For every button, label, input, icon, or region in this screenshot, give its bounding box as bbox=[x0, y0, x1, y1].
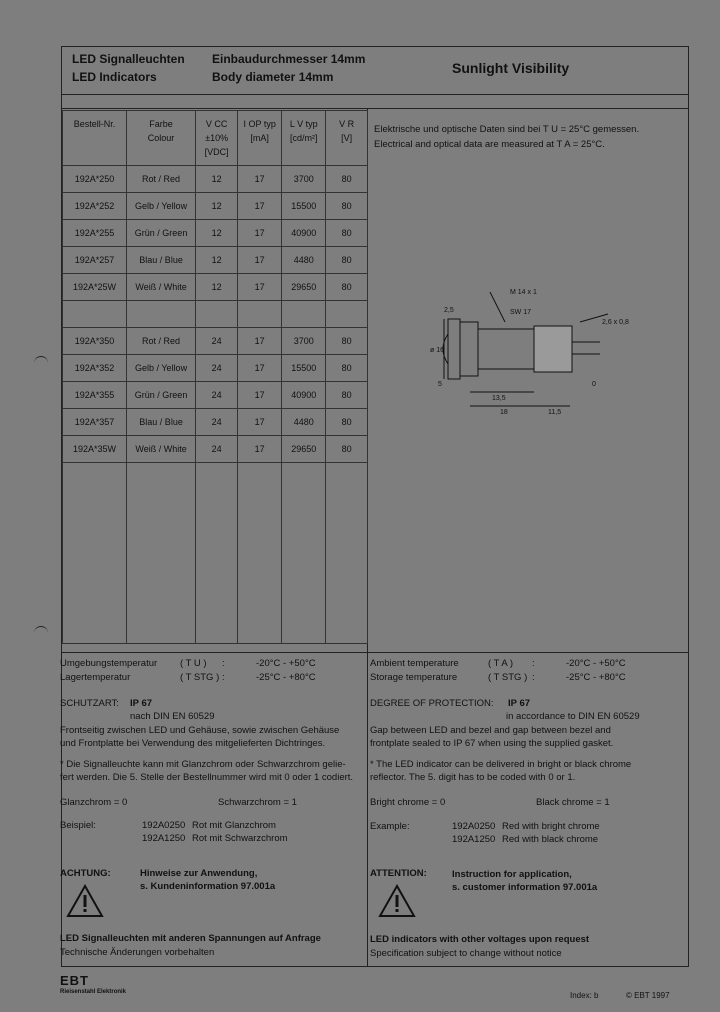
protection-ref-de: nach DIN EN 60529 bbox=[130, 711, 215, 722]
attention-label-en: ATTENTION: bbox=[370, 868, 427, 879]
table-cell: 15500 bbox=[282, 355, 326, 382]
table-row bbox=[63, 193, 368, 220]
table-cell: 80 bbox=[326, 220, 368, 247]
black-en: Black chrome = 1 bbox=[536, 797, 610, 808]
table-cell: 12 bbox=[196, 193, 238, 220]
frame-right bbox=[688, 46, 689, 966]
table-cell: 192A*357 bbox=[63, 409, 127, 436]
table-cell: 192A*350 bbox=[63, 328, 127, 355]
protection-ref-en: in accordance to DIN EN 60529 bbox=[506, 711, 640, 722]
table-cell: Weiß / White bbox=[127, 274, 196, 301]
env-top-line bbox=[61, 652, 689, 653]
col-order-no: Bestell-Nr. bbox=[63, 111, 127, 166]
label-bezel: 2,5 bbox=[444, 307, 454, 314]
chrome-line1-de: * Die Signalleuchte kann mit Glanzchrom oder Schwarzchrom gelie- bbox=[60, 759, 346, 770]
storage-sep-en: : bbox=[532, 672, 535, 683]
protection-line1-en: Gap between LED and bezel and gap between bezel and bbox=[370, 725, 611, 736]
protection-line2-en: frontplate sealed to IP 67 when using the supplied gasket. bbox=[370, 738, 614, 749]
chrome-line2-de: fert werden. Die 5. Stelle der Bestellnummer wird mit 0 oder 1 codiert. bbox=[60, 772, 354, 783]
attention-label-de: ACHTUNG: bbox=[60, 868, 111, 879]
housing-rear bbox=[534, 326, 572, 372]
col-iop: I OP typ [mA] bbox=[238, 111, 282, 166]
col-vr: V R [V] bbox=[326, 111, 368, 166]
label-5: 5 bbox=[438, 381, 442, 388]
table-cell: 17 bbox=[238, 355, 282, 382]
table-cell: 24 bbox=[196, 382, 238, 409]
table-cell: 80 bbox=[326, 409, 368, 436]
subtitle-en: Body diameter 14mm bbox=[212, 70, 334, 84]
copyright: © EBT 1997 bbox=[626, 991, 670, 1000]
table-cell: 17 bbox=[238, 274, 282, 301]
protection-line1-de: Frontseitig zwischen LED und Gehäuse, sowie zwischen Gehäuse bbox=[60, 725, 340, 736]
ambient-val-en: -20°C - +50°C bbox=[566, 658, 626, 669]
footer-line2-en: Specification subject to change without notice bbox=[370, 948, 562, 959]
punch-mark bbox=[34, 356, 48, 365]
table-cell: 17 bbox=[238, 193, 282, 220]
table-cell: 192A*25W bbox=[63, 274, 127, 301]
ambient-val-de: -20°C - +50°C bbox=[256, 658, 316, 669]
protection-value-de: IP 67 bbox=[130, 698, 153, 709]
punch-mark bbox=[34, 626, 48, 635]
header-divider bbox=[61, 94, 689, 95]
label-13-5: 13,5 bbox=[492, 395, 506, 402]
attention-line1-en: Instruction for application, bbox=[452, 869, 572, 880]
ambient-label-de: Umgebungstemperatur bbox=[60, 658, 158, 669]
index-label: Index: b bbox=[570, 991, 599, 1000]
table-cell: 24 bbox=[196, 409, 238, 436]
rows-12v bbox=[63, 166, 368, 301]
ex1-text-de: Rot mit Glanzchrom bbox=[192, 820, 276, 831]
glanz-de: Glanzchrom = 0 bbox=[60, 797, 128, 808]
storage-val-de: -25°C - +80°C bbox=[256, 672, 316, 683]
title-en: LED Indicators bbox=[72, 70, 157, 84]
frame-top bbox=[61, 46, 689, 47]
table-cell: 40900 bbox=[282, 220, 326, 247]
table-cell: 17 bbox=[238, 382, 282, 409]
storage-label-en: Storage temperature bbox=[370, 672, 458, 683]
table-cell: 17 bbox=[238, 166, 282, 193]
table-cell: 15500 bbox=[282, 193, 326, 220]
example-label-de: Beispiel: bbox=[60, 820, 96, 831]
measure-note-de: Elektrische und optische Daten sind bei T U = 25°C gemessen. bbox=[374, 124, 640, 135]
subtitle-de: Einbaudurchmesser 14mm bbox=[212, 52, 366, 66]
table-cell: 192A*355 bbox=[63, 382, 127, 409]
frame-bottom bbox=[61, 966, 689, 967]
table-cell: Gelb / Yellow bbox=[127, 355, 196, 382]
footer-line2-de: Technische Änderungen vorbehalten bbox=[60, 947, 215, 958]
table-cell: Blau / Blue bbox=[127, 247, 196, 274]
table-cell: 17 bbox=[238, 220, 282, 247]
table-header-row bbox=[63, 111, 368, 166]
sunlight-visibility-title: Sunlight Visibility bbox=[452, 60, 570, 76]
table-row bbox=[63, 436, 368, 463]
ambient-sym-en: ( T A ) bbox=[488, 658, 513, 669]
table-row bbox=[63, 328, 368, 355]
table-cell: 80 bbox=[326, 274, 368, 301]
table-cell: 17 bbox=[238, 328, 282, 355]
table-empty-row bbox=[63, 463, 368, 644]
company-logo: EBT bbox=[60, 973, 89, 988]
chrome-line1-en: * The LED indicator can be delivered in bright or black chrome bbox=[370, 759, 632, 770]
warning-icon bbox=[378, 884, 416, 918]
ex1-code-en: 192A0250 bbox=[452, 821, 496, 832]
table-cell: Gelb / Yellow bbox=[127, 193, 196, 220]
table-cell: 192A*255 bbox=[63, 220, 127, 247]
ex1-code-de: 192A0250 bbox=[142, 820, 186, 831]
protection-label-de: SCHUTZART: bbox=[60, 698, 119, 709]
table-cell: 3700 bbox=[282, 328, 326, 355]
table-cell: 17 bbox=[238, 409, 282, 436]
storage-sym-de: ( T STG ) bbox=[180, 672, 220, 683]
table-cell: 12 bbox=[196, 247, 238, 274]
table-cell: 12 bbox=[196, 166, 238, 193]
title-de: LED Signalleuchten bbox=[72, 52, 185, 66]
table-cell: 12 bbox=[196, 274, 238, 301]
col-colour: Farbe Colour bbox=[127, 111, 196, 166]
technical-drawing bbox=[430, 284, 640, 424]
company-name: Rieisenstahl Elektronik bbox=[60, 989, 127, 995]
table-cell: 29650 bbox=[282, 274, 326, 301]
measure-note-en: Electrical and optical data are measured at T A = 25°C. bbox=[374, 139, 605, 150]
protection-label-en: DEGREE OF PROTECTION: bbox=[370, 698, 494, 709]
table-row bbox=[63, 220, 368, 247]
table-row bbox=[63, 355, 368, 382]
table-cell: 80 bbox=[326, 328, 368, 355]
protection-line2-de: und Frontplatte bei Verwendung des mitgelieferten Dichtringes. bbox=[60, 738, 326, 749]
table-cell: 3700 bbox=[282, 166, 326, 193]
storage-sep-de: : bbox=[222, 672, 225, 683]
table-cell: 80 bbox=[326, 436, 368, 463]
table-cell: Rot / Red bbox=[127, 328, 196, 355]
table-cell: Rot / Red bbox=[127, 166, 196, 193]
chrome-line2-en: reflector. The 5. digit has to be coded with 0 or 1. bbox=[370, 772, 576, 783]
leader-thread bbox=[490, 292, 505, 322]
table-cell: Grün / Green bbox=[127, 382, 196, 409]
table-cell: 80 bbox=[326, 166, 368, 193]
warning-icon bbox=[66, 884, 104, 918]
table-cell: 80 bbox=[326, 247, 368, 274]
table-cell: 29650 bbox=[282, 436, 326, 463]
table-cell: 24 bbox=[196, 355, 238, 382]
table-cell: 192A*252 bbox=[63, 193, 127, 220]
footer-line1-en: LED indicators with other voltages upon request bbox=[370, 934, 590, 945]
example-label-en: Example: bbox=[370, 821, 410, 832]
attention-line2-en: s. customer information 97.001a bbox=[452, 882, 598, 893]
storage-sym-en: ( T STG ) bbox=[488, 672, 528, 683]
table-row bbox=[63, 409, 368, 436]
attention-line2-de: s. Kundeninformation 97.001a bbox=[140, 881, 276, 892]
label-11-5: 11,5 bbox=[548, 409, 562, 416]
bezel-body bbox=[460, 322, 478, 376]
ambient-sym-de: ( T U ) bbox=[180, 658, 207, 669]
col-vcc: V CC ±10% [VDC] bbox=[196, 111, 238, 166]
table-cell: 17 bbox=[238, 436, 282, 463]
label-diameter: ø 16 bbox=[430, 347, 445, 354]
ex1-text-en: Red with bright chrome bbox=[502, 821, 600, 832]
rows-24v bbox=[63, 328, 368, 463]
table-cell: 4480 bbox=[282, 247, 326, 274]
col-lv: L V typ [cd/m²] bbox=[282, 111, 326, 166]
storage-label-de: Lagertemperatur bbox=[60, 672, 131, 683]
table-cell: 192A*352 bbox=[63, 355, 127, 382]
bright-en: Bright chrome = 0 bbox=[370, 797, 446, 808]
ambient-sep-en: : bbox=[532, 658, 535, 669]
led-table bbox=[62, 110, 368, 644]
table-cell: 192A*35W bbox=[63, 436, 127, 463]
attention-line1-de: Hinweise zur Anwendung, bbox=[140, 868, 258, 879]
table-row bbox=[63, 382, 368, 409]
table-cell: 24 bbox=[196, 328, 238, 355]
ambient-sep-de: : bbox=[222, 658, 225, 669]
table-top-line bbox=[61, 108, 689, 109]
protection-value-en: IP 67 bbox=[508, 698, 531, 709]
table-cell: 40900 bbox=[282, 382, 326, 409]
table-cell: 12 bbox=[196, 220, 238, 247]
bezel-front bbox=[448, 319, 460, 379]
ex2-code-en: 192A1250 bbox=[452, 834, 496, 845]
label-0: 0 bbox=[592, 381, 596, 388]
schwarz-de: Schwarzchrom = 1 bbox=[218, 797, 297, 808]
footer-line1-de: LED Signalleuchten mit anderen Spannungen auf Anfrage bbox=[60, 933, 321, 944]
ambient-label-en: Ambient temperature bbox=[370, 658, 459, 669]
table-cell: 192A*257 bbox=[63, 247, 127, 274]
table-gap-row bbox=[63, 301, 368, 328]
label-pin: 2,6 x 0,8 bbox=[602, 319, 629, 326]
table-cell: 80 bbox=[326, 382, 368, 409]
table-cell: 4480 bbox=[282, 409, 326, 436]
label-18: 18 bbox=[500, 409, 508, 416]
label-sw: SW 17 bbox=[510, 309, 532, 316]
ex2-code-de: 192A1250 bbox=[142, 833, 186, 844]
table-row bbox=[63, 247, 368, 274]
ex2-text-de: Rot mit Schwarzchrom bbox=[192, 833, 288, 844]
table-row bbox=[63, 274, 368, 301]
storage-val-en: -25°C - +80°C bbox=[566, 672, 626, 683]
table-cell: Grün / Green bbox=[127, 220, 196, 247]
table-cell: 17 bbox=[238, 247, 282, 274]
table-cell: Blau / Blue bbox=[127, 409, 196, 436]
table-cell: 192A*250 bbox=[63, 166, 127, 193]
table-cell: 24 bbox=[196, 436, 238, 463]
label-thread: M 14 x 1 bbox=[510, 289, 537, 296]
table-cell: 80 bbox=[326, 355, 368, 382]
housing-thread bbox=[478, 329, 534, 369]
table-row bbox=[63, 166, 368, 193]
table-cell: Weiß / White bbox=[127, 436, 196, 463]
table-cell: 80 bbox=[326, 193, 368, 220]
ex2-text-en: Red with black chrome bbox=[502, 834, 599, 845]
